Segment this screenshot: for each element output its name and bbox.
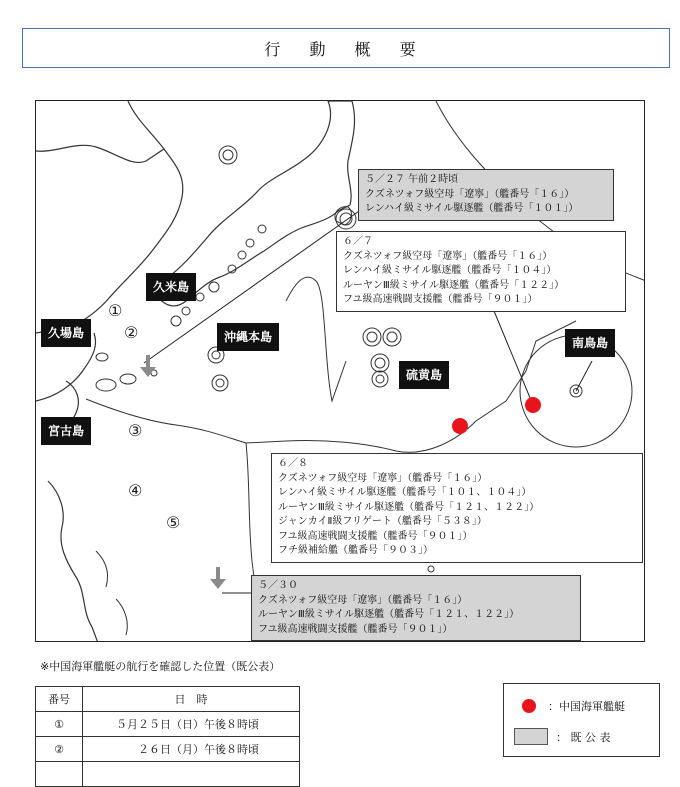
event-line: クズネツォフ級空母「遼寧」（艦番号「１６」）: [343, 250, 553, 262]
label-miyako: 宮古島: [41, 417, 91, 445]
event-line: フユ級高速戦闘支援艦（艦番号「９０１」）: [343, 294, 538, 305]
table-header-no: 番号: [36, 687, 83, 712]
event-line: ルーヤンⅢ級ミサイル駆逐艦（艦番号「１２２」）: [343, 279, 565, 291]
table-cell-datetime: ２６日（月）午後８時頃: [83, 737, 300, 762]
table-cell-no: ②: [36, 737, 83, 762]
label-iwo: 硫黄島: [399, 361, 449, 389]
legend-ship-label: ：中国海軍艦艇: [548, 700, 625, 713]
table-header-datetime: 日 時: [83, 687, 300, 712]
event-line: クズネツォフ級空母「遼寧」（艦番号「１６」）: [278, 472, 488, 484]
datetime-table: [35, 686, 300, 787]
event-box-jun8: [271, 453, 643, 563]
table-cell-datetime: ５月２５日（日）午後８時頃: [83, 712, 300, 737]
event-box-may30: [251, 575, 581, 641]
table-cell-empty: [83, 762, 300, 787]
legend: [503, 683, 660, 757]
event-line: ジャンカイⅡ級フリゲート（艦番号「５３８」）: [278, 516, 487, 527]
event-line: ルーヤンⅢ級ミサイル駆逐艦（艦番号「１２１、１２２」）: [278, 501, 540, 513]
event-line: ６／８: [278, 458, 308, 469]
position-mark-4: ④: [128, 481, 143, 500]
event-box-jun7: [336, 231, 626, 312]
label-kume: 久米島: [146, 273, 196, 301]
event-line: ６／７: [343, 236, 373, 247]
legend-published-row: [514, 728, 611, 745]
page-title: 行 動 概 要: [22, 28, 670, 68]
event-line: レンハイ級ミサイル駆逐艦（艦番号「１０４」）: [343, 265, 557, 276]
event-line: クズネツォフ級空母「遼寧」（艦番号「１６」）: [258, 594, 468, 606]
legend-ship-row: [514, 698, 625, 714]
label-okinawa: 沖縄本島: [217, 323, 279, 351]
event-line: ５／３０: [258, 580, 298, 591]
event-line: フユ級高速戦闘支援艦（艦番号「９０１」）: [278, 530, 473, 542]
legend-published-swatch: [514, 728, 548, 745]
table-row: [36, 737, 300, 762]
event-line: クズネツォフ級空母「遼寧」（艦番号「１６」）: [365, 188, 575, 200]
label-kuba: 久場島: [41, 319, 91, 347]
event-line: ５／２７ 午前２時頃: [365, 174, 459, 185]
event-line: ルーヤンⅢ級ミサイル駆逐艦（艦番号「１２１、１２２」）: [258, 609, 520, 620]
table-cell-empty: [36, 762, 83, 787]
position-mark-1: ①: [108, 301, 123, 320]
map: [35, 100, 645, 642]
position-mark-3: ③: [128, 421, 143, 440]
table-cell-no: ①: [36, 712, 83, 737]
published-note: ※中国海軍艦艇の航行を確認した位置（既公表）: [40, 660, 281, 673]
label-minamitori: 南鳥島: [565, 329, 615, 357]
table-row: [36, 712, 300, 737]
event-box-may27: [358, 169, 614, 221]
event-line: フユ級高速戦闘支援艦（艦番号「９０１」）: [258, 623, 453, 635]
position-mark-5: ⑤: [166, 513, 181, 532]
event-line: レンハイ級ミサイル駆逐艦（艦番号「１０１、１０４」）: [278, 487, 532, 498]
position-mark-2: ②: [124, 323, 139, 342]
legend-ship-dot: [522, 699, 536, 713]
event-line: フチ級補給艦（艦番号「９０３」）: [278, 545, 433, 556]
legend-published-label: ： 既 公 表: [556, 730, 611, 744]
table-row: [36, 762, 300, 787]
table-header-row: [36, 687, 300, 712]
event-line: レンハイ級ミサイル駆逐艦（艦番号「１０１」）: [365, 203, 579, 214]
